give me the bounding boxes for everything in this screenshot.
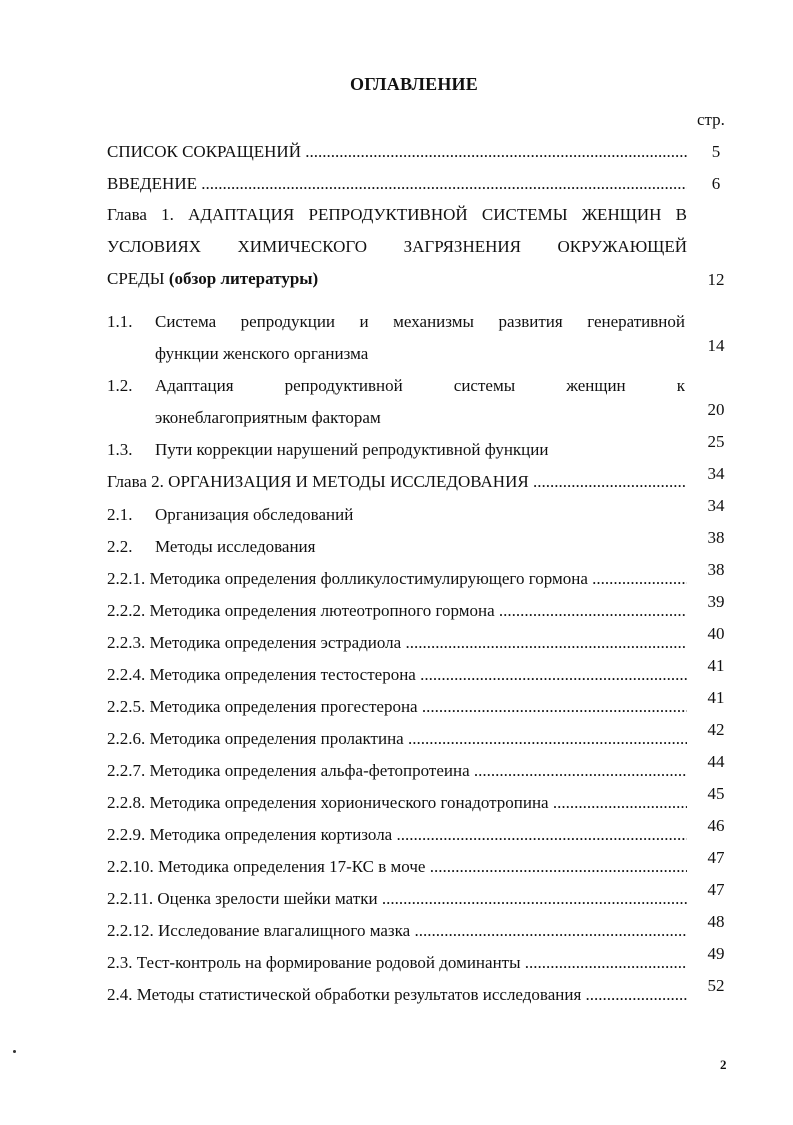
toc-section-1-2[interactable] (107, 370, 687, 434)
toc-entry[interactable] (107, 627, 687, 659)
leader-dots (418, 697, 687, 716)
leader-dots (521, 953, 687, 972)
chapter-1-line3-text: СРЕДЫ (107, 269, 169, 288)
leader-dots (404, 729, 687, 748)
toc-entry[interactable] (107, 755, 687, 787)
section-number: 1.1. (107, 312, 133, 331)
toc-entry-text: Глава 2. ОРГАНИЗАЦИЯ И МЕТОДЫ ИССЛЕДОВАНИЯ (107, 472, 529, 491)
toc-entry[interactable] (107, 168, 687, 200)
toc-page-number: 5 (711, 142, 721, 161)
toc-chapter-2[interactable] (107, 466, 687, 498)
toc-page-number: 41 (707, 656, 725, 675)
leader-dots (401, 633, 687, 652)
toc-section-1-3[interactable] (107, 434, 687, 466)
toc-entry-text: 2.2.5. Методика определения прогестерона (107, 697, 418, 716)
toc-page-number: 6 (711, 174, 721, 193)
toc-entry-text: 2.3. Тест-контроль на формирование родовой доминанты (107, 953, 521, 972)
toc-entry-text: 2.2.9. Методика определения кортизола (107, 825, 393, 844)
toc-page-number: 40 (707, 624, 725, 643)
section-number: 2.2. (107, 537, 133, 556)
toc-entry-text: 2.2.6. Методика определения пролактина (107, 729, 404, 748)
toc-page-number: 12 (707, 270, 725, 289)
section-line1: Система репродукции и механизмы развития генеративной (155, 312, 685, 331)
leader-dots (529, 472, 687, 491)
page-column-label: стр. (697, 110, 725, 129)
leader-dots (416, 665, 687, 684)
toc-page-number: 34 (707, 496, 725, 515)
toc-section-2-1[interactable] (107, 499, 687, 531)
section-line1-text: Методы исследования (155, 537, 316, 556)
toc-page-number: 34 (707, 464, 725, 483)
section-line1: Адаптация репродуктивной системы женщин к (155, 376, 685, 395)
leader-dots (378, 889, 687, 908)
toc-entry[interactable] (107, 595, 687, 627)
toc-entry-text: 2.2.1. Методика определения фолликулостимулирующего гормона (107, 569, 588, 588)
section-line2 (155, 338, 685, 370)
toc-entry-text: 2.2.12. Исследование влагалищного мазка (107, 921, 411, 940)
toc-entry[interactable] (107, 915, 687, 947)
leader-dots (425, 857, 687, 876)
toc-entry[interactable] (107, 851, 687, 883)
toc-page-number: 20 (707, 400, 725, 419)
toc-page-number: 49 (707, 944, 725, 963)
toc-page-number: 42 (707, 720, 725, 739)
toc-entry[interactable] (107, 723, 687, 755)
toc-page-number: 38 (707, 528, 725, 547)
toc-entry-text: 2.4. Методы статистической обработки результатов исследования (107, 985, 582, 1004)
toc-entry[interactable] (107, 819, 687, 851)
scan-speck (13, 1050, 16, 1053)
toc-page-number: 39 (707, 592, 725, 611)
leader-dots (470, 761, 687, 780)
leader-dots (495, 601, 687, 620)
toc-entry-text: СПИСОК СОКРАЩЕНИЙ (107, 142, 301, 161)
toc-entry[interactable] (107, 563, 687, 595)
toc-entry[interactable] (107, 947, 687, 979)
footer-page-number: 2 (720, 1057, 727, 1072)
section-line1-text: Организация обследований (155, 505, 354, 524)
chapter-1-literature-note: (обзор литературы) (168, 269, 319, 288)
leader-dots (549, 793, 687, 812)
chapter-1-line1: Глава 1. АДАПТАЦИЯ РЕПРОДУКТИВНОЙ СИСТЕМЫ ЖЕНЩИН В (107, 205, 687, 224)
toc-entry-text: 2.2.4. Методика определения тестостерона (107, 665, 416, 684)
section-number: 1.3. (107, 440, 133, 459)
toc-page-number: 45 (707, 784, 725, 803)
section-line2 (155, 402, 685, 434)
section-line2-text: функции женского организма (155, 344, 369, 363)
toc-page-number: 38 (707, 560, 725, 579)
leader-dots (410, 921, 687, 940)
toc-page-number: 47 (707, 848, 725, 867)
leader-dots (301, 142, 687, 161)
toc-entry-text: 2.2.11. Оценка зрелости шейки матки (107, 889, 378, 908)
toc-page-number: 52 (707, 976, 725, 995)
section-line1 (155, 499, 685, 531)
toc-section-1-1[interactable] (107, 306, 687, 370)
toc-section-2-2[interactable] (107, 531, 687, 563)
toc-entry[interactable] (107, 883, 687, 915)
toc-entry[interactable] (107, 659, 687, 691)
toc-page-number: 46 (707, 816, 725, 835)
toc-page-number: 41 (707, 688, 725, 707)
toc-entry-text: ВВЕДЕНИЕ (107, 174, 197, 193)
toc-chapter-1[interactable] (107, 199, 687, 295)
toc-entry-text: 2.2.3. Методика определения эстрадиола (107, 633, 402, 652)
toc-entry-text: 2.2.7. Методика определения альфа-фетопротеина (107, 761, 470, 780)
leader-dots (588, 569, 687, 588)
toc-entry-text: 2.2.8. Методика определения хорионического гонадотропина (107, 793, 549, 812)
section-line1 (155, 531, 685, 563)
section-number: 2.1. (107, 505, 133, 524)
leader-dots (392, 825, 687, 844)
section-line1-text: Пути коррекции нарушений репродуктивной функции (155, 440, 549, 459)
toc-page-number: 25 (707, 432, 725, 451)
toc-entry[interactable] (107, 136, 687, 168)
chapter-1-line3 (107, 263, 687, 295)
toc-page-number: 48 (707, 912, 725, 931)
leader-dots (581, 985, 687, 1004)
page-title: ОГЛАВЛЕНИЕ (350, 74, 478, 94)
section-line1 (155, 434, 685, 466)
toc-entry-text: 2.2.2. Методика определения лютеотропного гормона (107, 601, 495, 620)
chapter-1-line2: УСЛОВИЯХ ХИМИЧЕСКОГО ЗАГРЯЗНЕНИЯ ОКРУЖАЮЩЕЙ (107, 237, 687, 256)
toc-entry[interactable] (107, 979, 687, 1011)
toc-page-number: 14 (707, 336, 725, 355)
toc-entry[interactable] (107, 787, 687, 819)
toc-entry[interactable] (107, 691, 687, 723)
toc-entry-text: 2.2.10. Методика определения 17-КС в моче (107, 857, 426, 876)
leader-dots (197, 174, 687, 193)
section-line2-text: эконеблагоприятным факторам (155, 408, 381, 427)
section-number: 1.2. (107, 376, 133, 395)
toc-page-number: 47 (707, 880, 725, 899)
toc-page-number: 44 (707, 752, 725, 771)
